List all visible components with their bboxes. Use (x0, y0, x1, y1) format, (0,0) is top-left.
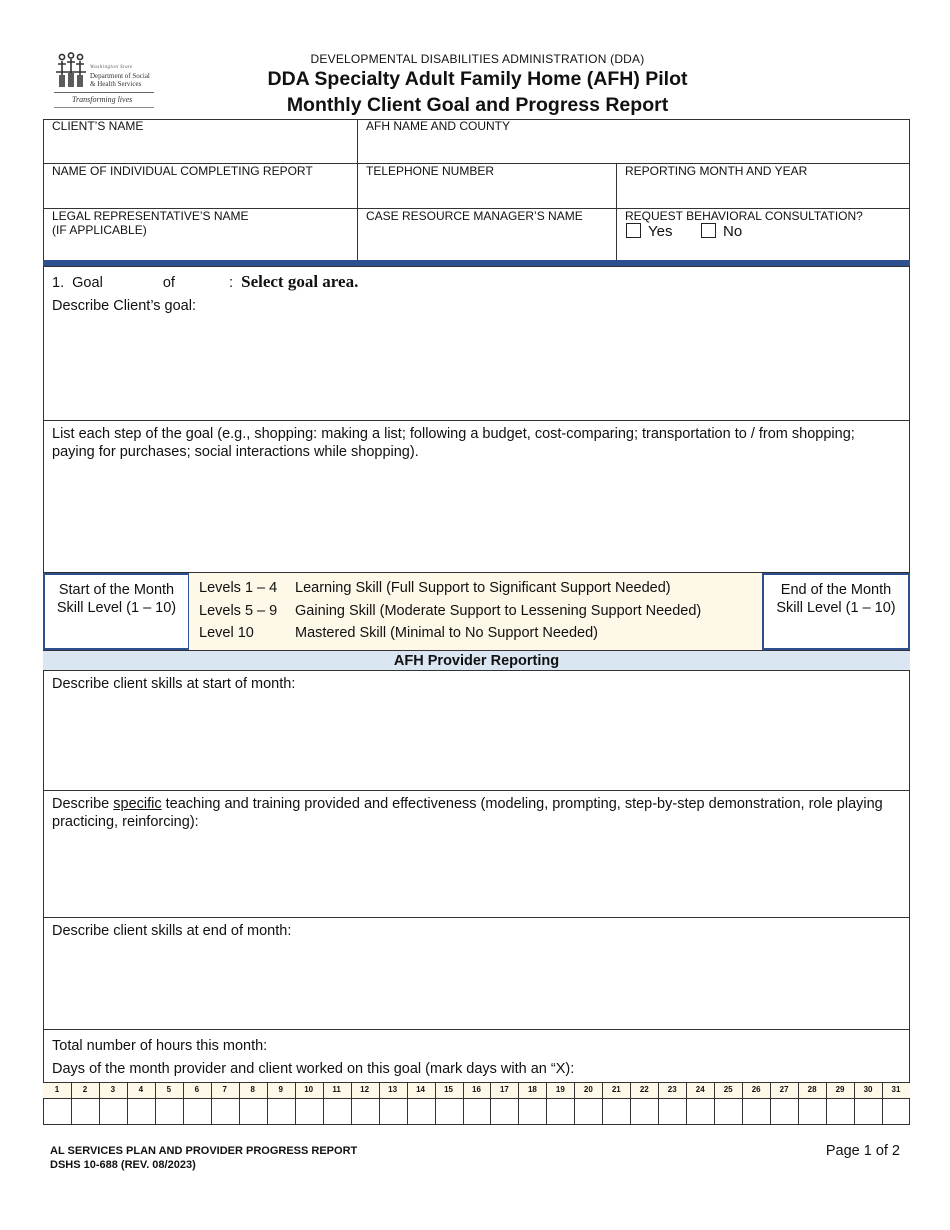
day-mark-cell[interactable] (630, 1099, 658, 1124)
goal-of-word: of (162, 275, 175, 291)
start-skill-label-line2: Skill Level (1 – 10) (56, 600, 177, 616)
day-number: 13 (388, 1085, 398, 1094)
day-number: 31 (891, 1085, 901, 1094)
day-mark-cell[interactable] (295, 1099, 323, 1124)
day-number: 9 (278, 1085, 283, 1094)
day-number: 6 (194, 1085, 200, 1094)
day-mark-cell[interactable] (770, 1099, 798, 1124)
end-skill-label-line1: End of the Month (780, 582, 892, 598)
day-mark-grid (43, 1082, 910, 1125)
level-range: Level 10 (199, 625, 254, 641)
divider (546, 1082, 547, 1125)
level-desc: Gaining Skill (Moderate Support to Lessening Support Needed) (295, 603, 702, 619)
teaching-label-emph: specific (113, 796, 162, 812)
start-skills-label: Describe client skills at start of month: (52, 676, 296, 692)
day-number: 25 (723, 1085, 733, 1094)
goal-area-select[interactable]: Select goal area. (241, 272, 359, 291)
divider (127, 1082, 128, 1125)
day-mark-cell[interactable] (882, 1099, 910, 1124)
divider (43, 917, 910, 918)
footer-form-name: AL SERVICES PLAN AND PROVIDER PROGRESS REPORT (50, 1145, 358, 1157)
day-mark-cell[interactable] (435, 1099, 463, 1124)
no-label: No (723, 223, 743, 240)
day-number: 18 (527, 1085, 537, 1094)
divider (602, 1082, 603, 1125)
legal-rep-label-line2: (IF APPLICABLE) (52, 223, 147, 237)
yes-option[interactable] (626, 223, 672, 240)
divider (630, 1082, 631, 1125)
total-hours-field[interactable]: Total number of hours this month: (52, 1038, 268, 1054)
divider (71, 1082, 72, 1125)
day-number: 27 (779, 1085, 789, 1094)
day-mark-cell[interactable] (155, 1099, 183, 1124)
yes-label: Yes (648, 223, 673, 240)
divider (43, 790, 910, 791)
day-number: 26 (751, 1085, 761, 1094)
provider-reporting-header: AFH Provider Reporting (43, 650, 910, 671)
case-manager-field[interactable]: CASE RESOURCE MANAGER’S NAME (366, 209, 583, 223)
describe-goal-label: Describe Client’s goal: (52, 298, 196, 314)
yes-checkbox[interactable] (626, 223, 641, 238)
logo-tagline: Transforming lives (72, 95, 133, 104)
day-number: 10 (304, 1085, 314, 1094)
divider (826, 1082, 827, 1125)
end-skill-level-field[interactable] (762, 573, 910, 650)
day-number: 7 (222, 1085, 227, 1094)
divider (239, 1082, 240, 1125)
divider (407, 1082, 408, 1125)
legal-rep-field[interactable] (52, 209, 249, 237)
end-skill-label-line2: Skill Level (1 – 10) (776, 600, 896, 616)
goal-section-box (43, 266, 910, 1125)
day-number: 20 (583, 1085, 593, 1094)
day-mark-cell[interactable] (43, 1099, 71, 1124)
teaching-label-post: teaching and training provided and effectiveness (modeling, prompting, step-by-step demonstration, role playing practicing, reinforcing): (52, 796, 883, 830)
end-skills-label: Describe client skills at end of month: (52, 923, 292, 939)
day-mark-cell[interactable] (490, 1099, 518, 1124)
day-mark-cell[interactable] (379, 1099, 407, 1124)
level-desc: Learning Skill (Full Support to Significant Support Needed) (295, 580, 671, 596)
footer-form-number: DSHS 10-688 (REV. 08/2023) (50, 1159, 196, 1171)
level-range: Levels 5 – 9 (199, 603, 278, 619)
teaching-label (52, 795, 897, 831)
logo-org-line2: & Health Services (90, 80, 142, 88)
level-desc: Mastered Skill (Minimal to No Support Needed) (295, 625, 599, 641)
day-number: 5 (166, 1085, 172, 1094)
divider (714, 1082, 715, 1125)
divider (435, 1082, 436, 1125)
day-number: 22 (639, 1085, 649, 1094)
divider (351, 1082, 352, 1125)
day-mark-cell[interactable] (574, 1099, 602, 1124)
divider (854, 1082, 855, 1125)
divider (379, 1082, 380, 1125)
divider (770, 1082, 771, 1125)
goal-heading (52, 273, 358, 292)
day-number: 16 (472, 1085, 481, 1094)
form-title-line1: DDA Specialty Adult Family Home (AFH) Pilot (267, 68, 688, 90)
reporting-month-year-field[interactable]: REPORTING MONTH AND YEAR (625, 164, 808, 178)
day-number: 14 (416, 1085, 425, 1094)
day-mark-cell[interactable] (407, 1099, 435, 1124)
agency-name: DEVELOPMENTAL DISABILITIES ADMINISTRATION (DDA) (310, 52, 645, 66)
day-mark-cell[interactable] (854, 1099, 882, 1124)
afh-name-county-field[interactable]: AFH NAME AND COUNTY (366, 119, 511, 133)
form-title-line2: Monthly Client Goal and Progress Report (286, 94, 669, 116)
logo-org-text (90, 64, 150, 88)
family-figures-icon (54, 52, 88, 90)
divider (43, 1029, 910, 1030)
skill-level-row (199, 580, 671, 596)
day-mark-cell[interactable] (267, 1099, 295, 1124)
goal-number: 1. (52, 275, 65, 291)
day-number: 15 (444, 1085, 453, 1094)
day-number: 23 (667, 1085, 677, 1094)
logo-state: Washington State (90, 65, 133, 70)
day-mark-cell[interactable] (518, 1099, 546, 1124)
goal-word: Goal (72, 275, 103, 291)
day-mark-cell[interactable] (211, 1099, 239, 1124)
telephone-field[interactable]: TELEPHONE NUMBER (366, 164, 495, 178)
day-mark-cell[interactable] (463, 1099, 491, 1124)
start-skill-level-field[interactable] (43, 573, 190, 650)
day-mark-cell[interactable] (351, 1099, 379, 1124)
skill-level-legend (189, 573, 763, 650)
day-number: 3 (110, 1085, 116, 1094)
divider (99, 1082, 100, 1125)
divider (686, 1082, 687, 1125)
day-number: 4 (138, 1085, 144, 1094)
day-mark-cell[interactable] (127, 1099, 155, 1124)
day-mark-cell[interactable] (323, 1099, 351, 1124)
divider (616, 163, 617, 261)
day-mark-cell[interactable] (99, 1099, 127, 1124)
legal-rep-label-line1: LEGAL REPRESENTATIVE’S NAME (52, 209, 249, 223)
divider (798, 1082, 799, 1125)
divider (463, 1082, 464, 1125)
day-mark-cell[interactable] (742, 1099, 770, 1124)
teaching-label-pre: Describe (52, 796, 114, 812)
day-number: 2 (82, 1085, 88, 1094)
divider (183, 1082, 184, 1125)
day-number: 11 (332, 1085, 341, 1094)
divider (155, 1082, 156, 1125)
logo-rule (54, 92, 154, 93)
day-number: 24 (695, 1085, 705, 1094)
day-number: 19 (555, 1085, 565, 1094)
day-number: 30 (863, 1085, 873, 1094)
day-mark-cell[interactable] (183, 1099, 211, 1124)
day-mark-cell[interactable] (71, 1099, 99, 1124)
divider (43, 420, 910, 421)
skill-level-row (199, 603, 701, 619)
divider (518, 1082, 519, 1125)
day-mark-cell[interactable] (686, 1099, 714, 1124)
day-mark-cell[interactable] (546, 1099, 574, 1124)
divider (43, 1082, 910, 1083)
day-mark-cell[interactable] (602, 1099, 630, 1124)
goal-colon: : (229, 275, 234, 291)
day-number: 28 (807, 1085, 817, 1094)
page-number: Page 1 of 2 (825, 1143, 900, 1159)
client-info-box (43, 119, 910, 261)
days-worked-label: Days of the month provider and client worked on this goal (mark days with an “X): (52, 1061, 575, 1077)
divider (267, 1082, 268, 1125)
day-mark-cell[interactable] (826, 1099, 854, 1124)
logo-org-line1: Department of Social (90, 72, 150, 80)
day-mark-cell[interactable] (798, 1099, 826, 1124)
day-number: 21 (611, 1085, 621, 1094)
day-number: 8 (250, 1085, 255, 1094)
day-number: 12 (360, 1085, 370, 1094)
divider (742, 1082, 743, 1125)
divider (490, 1082, 491, 1125)
divider (574, 1082, 575, 1125)
level-range: Levels 1 – 4 (199, 580, 278, 596)
day-number: 29 (835, 1085, 845, 1094)
divider (882, 1082, 883, 1125)
divider (323, 1082, 324, 1125)
day-mark-cell[interactable] (658, 1099, 686, 1124)
divider (295, 1082, 296, 1125)
start-skill-label-line1: Start of the Month (58, 582, 175, 598)
dshs-logo (52, 52, 156, 112)
day-mark-cell[interactable] (714, 1099, 742, 1124)
no-checkbox[interactable] (701, 223, 716, 238)
skill-level-row (199, 625, 598, 641)
day-number: 1 (54, 1085, 60, 1094)
no-option[interactable] (701, 223, 742, 240)
individual-completing-field[interactable]: NAME OF INDIVIDUAL COMPLETING REPORT (52, 164, 313, 178)
divider (357, 119, 358, 261)
logo-rule-bottom (54, 107, 154, 108)
divider (658, 1082, 659, 1125)
day-mark-cell[interactable] (239, 1099, 267, 1124)
divider (211, 1082, 212, 1125)
behavioral-consult-label: REQUEST BEHAVIORAL CONSULTATION? (625, 209, 863, 223)
clients-name-field[interactable]: CLIENT’S NAME (52, 119, 144, 133)
goal-steps-label: List each step of the goal (e.g., shopping: making a list; following a budget, cost-comparing; transportation to / from shopping; paying for purchases; social interactions while shopping). (52, 426, 855, 460)
day-number: 17 (499, 1085, 509, 1094)
